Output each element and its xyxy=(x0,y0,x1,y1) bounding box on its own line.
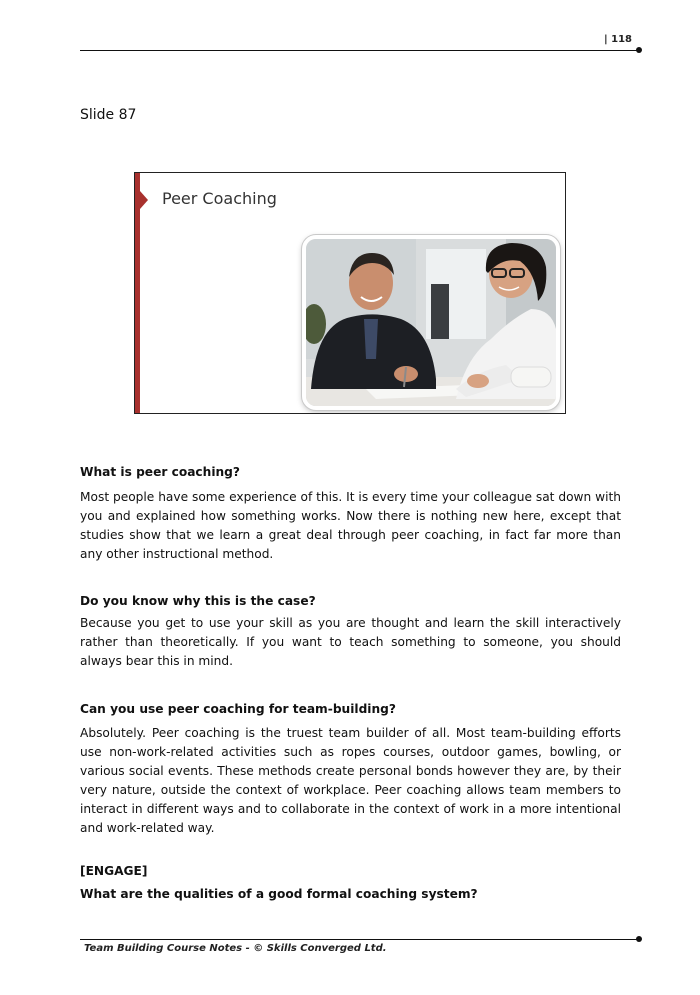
section-heading-why: Do you know why this is the case? xyxy=(80,594,316,608)
slide-title: Peer Coaching xyxy=(162,189,277,208)
page-number: | 118 xyxy=(604,34,633,45)
header-rule xyxy=(80,50,638,51)
slide-photo xyxy=(302,235,560,410)
slide-thumbnail xyxy=(134,172,566,414)
coaching-photo-illustration xyxy=(306,239,556,406)
section-text-why: Because you get to use your skill as you are thought and learn the skill interactively rather than theoretically. If you want to teach something to someone, you should always bear this in mind. xyxy=(80,616,621,668)
section-text-peer-coaching: Most people have some experience of this. It is every time your colleague sat down with you and explained how something works. Now there is nothing new here, except that studies show that we learn a great deal through peer coaching, in fact far more than any other instructional method. xyxy=(80,490,621,561)
section-heading-peer-coaching: What is peer coaching? xyxy=(80,465,240,479)
slide-accent-bar xyxy=(135,173,140,413)
slide-title-arrow-icon xyxy=(140,191,148,209)
footer-rule xyxy=(80,939,638,940)
footer-rule-dot xyxy=(636,936,642,942)
section-text-team-building: Absolutely. Peer coaching is the truest team builder of all. Most team-building efforts use non-work-related activities such as ropes courses, outdoor games, bowling, or various social events. These methods create personal bonds however they are, by their very nature, outside the context of workplace. Peer coaching allows team members to interact in different ways and to collaborate in the context of work in a more intentional and work-related way. xyxy=(80,726,621,835)
footer-text: Team Building Course Notes - © Skills Converged Ltd. xyxy=(84,943,387,954)
engage-tag: [ENGAGE] xyxy=(80,864,148,878)
engage-question: What are the qualities of a good formal coaching system? xyxy=(80,887,478,901)
header-rule-dot xyxy=(636,47,642,53)
slide-label: Slide 87 xyxy=(80,107,137,123)
section-heading-team-building: Can you use peer coaching for team-building? xyxy=(80,702,396,716)
